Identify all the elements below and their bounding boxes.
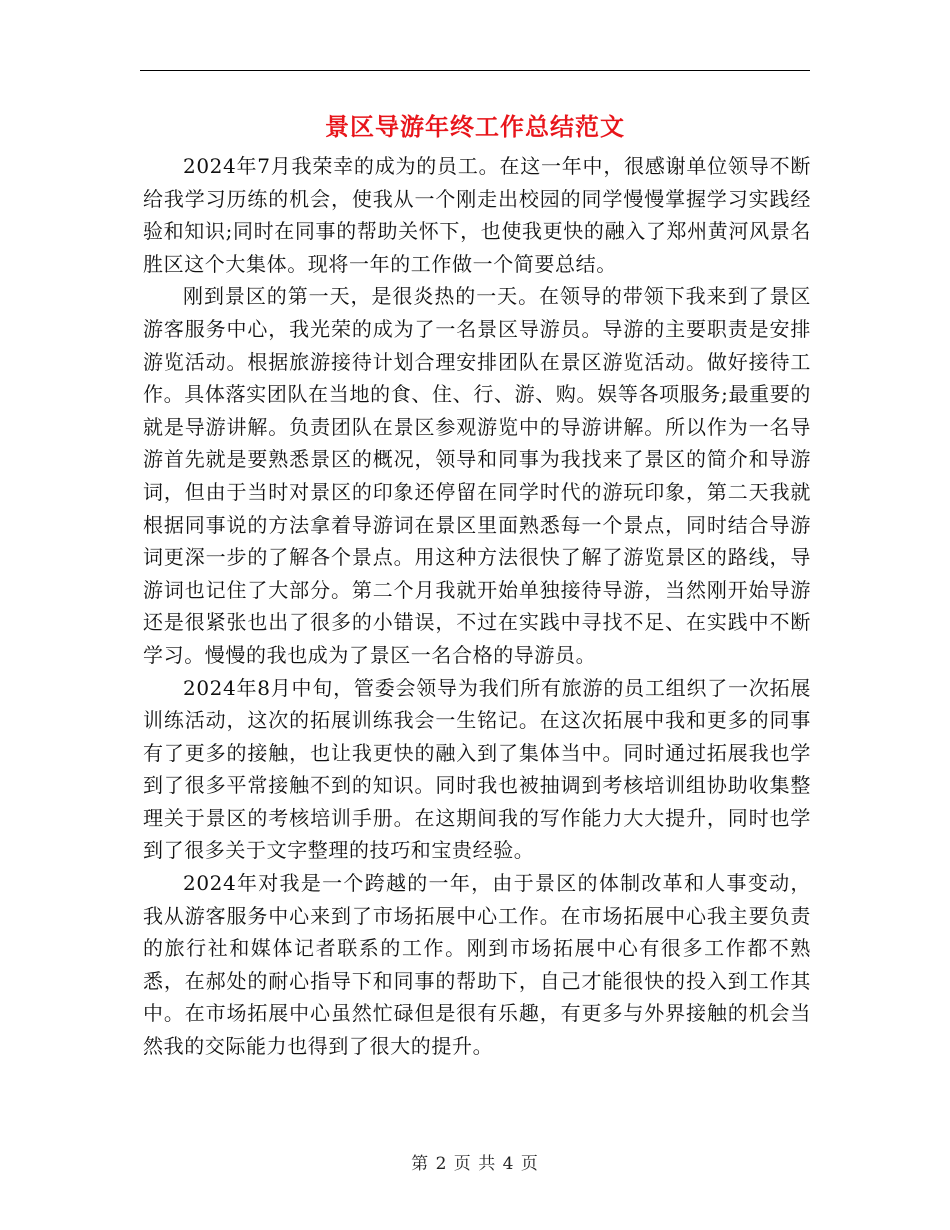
paragraph-3: 2024年8月中旬，管委会领导为我们所有旅游的员工组织了一次拓展训练活动，这次的拓展训练我会一生铭记。在这次拓展中我和更多的同事有了更多的接触，也让我更快的融入到了集体当中。同时通过拓展我也学到了很多平常接触不到的知识。同时我也被抽调到考核培训组协助收集整理关于景区的考核培训手册。在这期间我的写作能力大大提升，同时也学到了很多关于文字整理的技巧和宝贵经验。 <box>143 675 811 863</box>
document-title: 景区导游年终工作总结范文 <box>325 112 625 141</box>
paragraph-2: 刚到景区的第一天，是很炎热的一天。在领导的带领下我来到了景区游客服务中心，我光荣的成为了一名景区导游员。导游的主要职责是安排游览活动。根据旅游接待计划合理安排团队在景区游览活动。做好接待工作。具体落实团队在当地的食、住、行、游、购。娱等各项服务;最重要的就是导游讲解。负责团队在景区参观游览中的导游讲解。所以作为一名导游首先就是要熟悉景区的概况，领导和同事为我找来了景区的简介和导游词，但由于当时对景区的印象还停留在同学时代的游玩印象，第二天我就根据同事说的方法拿着导游词在景区里面熟悉每一个景点，同时结合导游词更深一步的了解各个景点。用这种方法很快了解了游览景区的路线，导游词也记住了大部分。第二个月我就开始单独接待导游，当然刚开始导游还是很紧张也出了很多的小错误，不过在实践中寻找不足、在实践中不断学习。慢慢的我也成为了景区一名合格的导游员。 <box>143 284 811 667</box>
document-body <box>143 150 811 1063</box>
paragraph-4: 2024年对我是一个跨越的一年，由于景区的体制改革和人事变动，我从游客服务中心来到了市场拓展中心工作。在市场拓展中心我主要负责的旅行社和媒体记者联系的工作。刚到市场拓展中心有很多工作都不熟悉，在郝处的耐心指导下和同事的帮助下，自己才能很快的投入到工作其中。在市场拓展中心虽然忙碌但是很有乐趣，有更多与外界接触的机会当然我的交际能力也得到了很大的提升。 <box>143 871 811 1059</box>
page-number-footer: 第 2 页 共 4 页 <box>411 1154 539 1174</box>
paragraph-1: 2024年7月我荣幸的成为的员工。在这一年中，很感谢单位领导不断给我学习历练的机会，使我从一个刚走出校园的同学慢慢掌握学习实践经验和知识;同时在同事的帮助关怀下，也使我更快的融入了郑州黄河风景名胜区这个大集体。现将一年的工作做一个简要总结。 <box>143 154 811 276</box>
header-rule <box>140 70 810 71</box>
